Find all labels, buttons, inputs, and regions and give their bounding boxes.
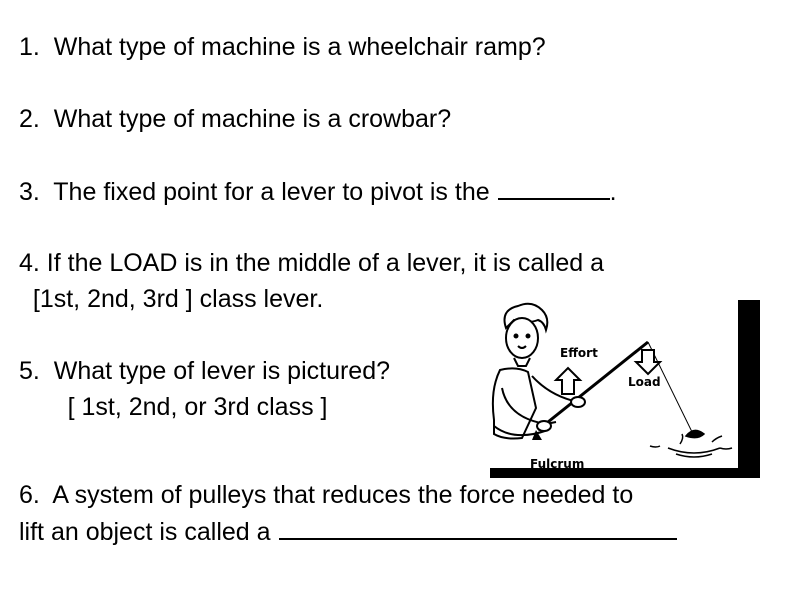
effort-label: Effort: [560, 346, 598, 360]
question-6-line-2-text: lift an object is called a: [19, 518, 271, 546]
question-3: [19, 174, 617, 209]
picture-frame-right: [738, 300, 760, 478]
question-6-line-1: 6. A system of pulleys that reduces the force needed to: [19, 481, 634, 509]
load-arrow: [636, 350, 660, 374]
question-3-text: 3. The fixed point for a lever to pivot is the: [19, 178, 490, 206]
question-5-line-2: [ 1st, 2nd, or 3rd class ]: [19, 393, 328, 421]
answer-blank-6: [279, 514, 677, 540]
question-2: 2. What type of machine is a crowbar?: [19, 105, 452, 133]
question-4-line-2: [1st, 2nd, 3rd ] class lever.: [19, 285, 324, 313]
fishing-lever-picture: [480, 298, 762, 478]
hand-lower: [537, 421, 551, 431]
fish-splash: [650, 430, 732, 457]
question-6-line-2: [19, 514, 677, 549]
question-1: 1. What type of machine is a wheelchair ramp?: [19, 33, 546, 61]
question-3-end: .: [609, 178, 617, 206]
fulcrum-label: Fulcrum: [530, 457, 585, 471]
load-label: Load: [628, 375, 661, 389]
answer-blank-3: [498, 174, 610, 200]
hand-upper: [571, 397, 585, 407]
effort-arrow: [556, 368, 580, 394]
question-5-line-1: 5. What type of lever is pictured?: [19, 357, 391, 385]
question-4-line-1: 4. If the LOAD is in the middle of a lever, it is called a: [19, 249, 605, 277]
